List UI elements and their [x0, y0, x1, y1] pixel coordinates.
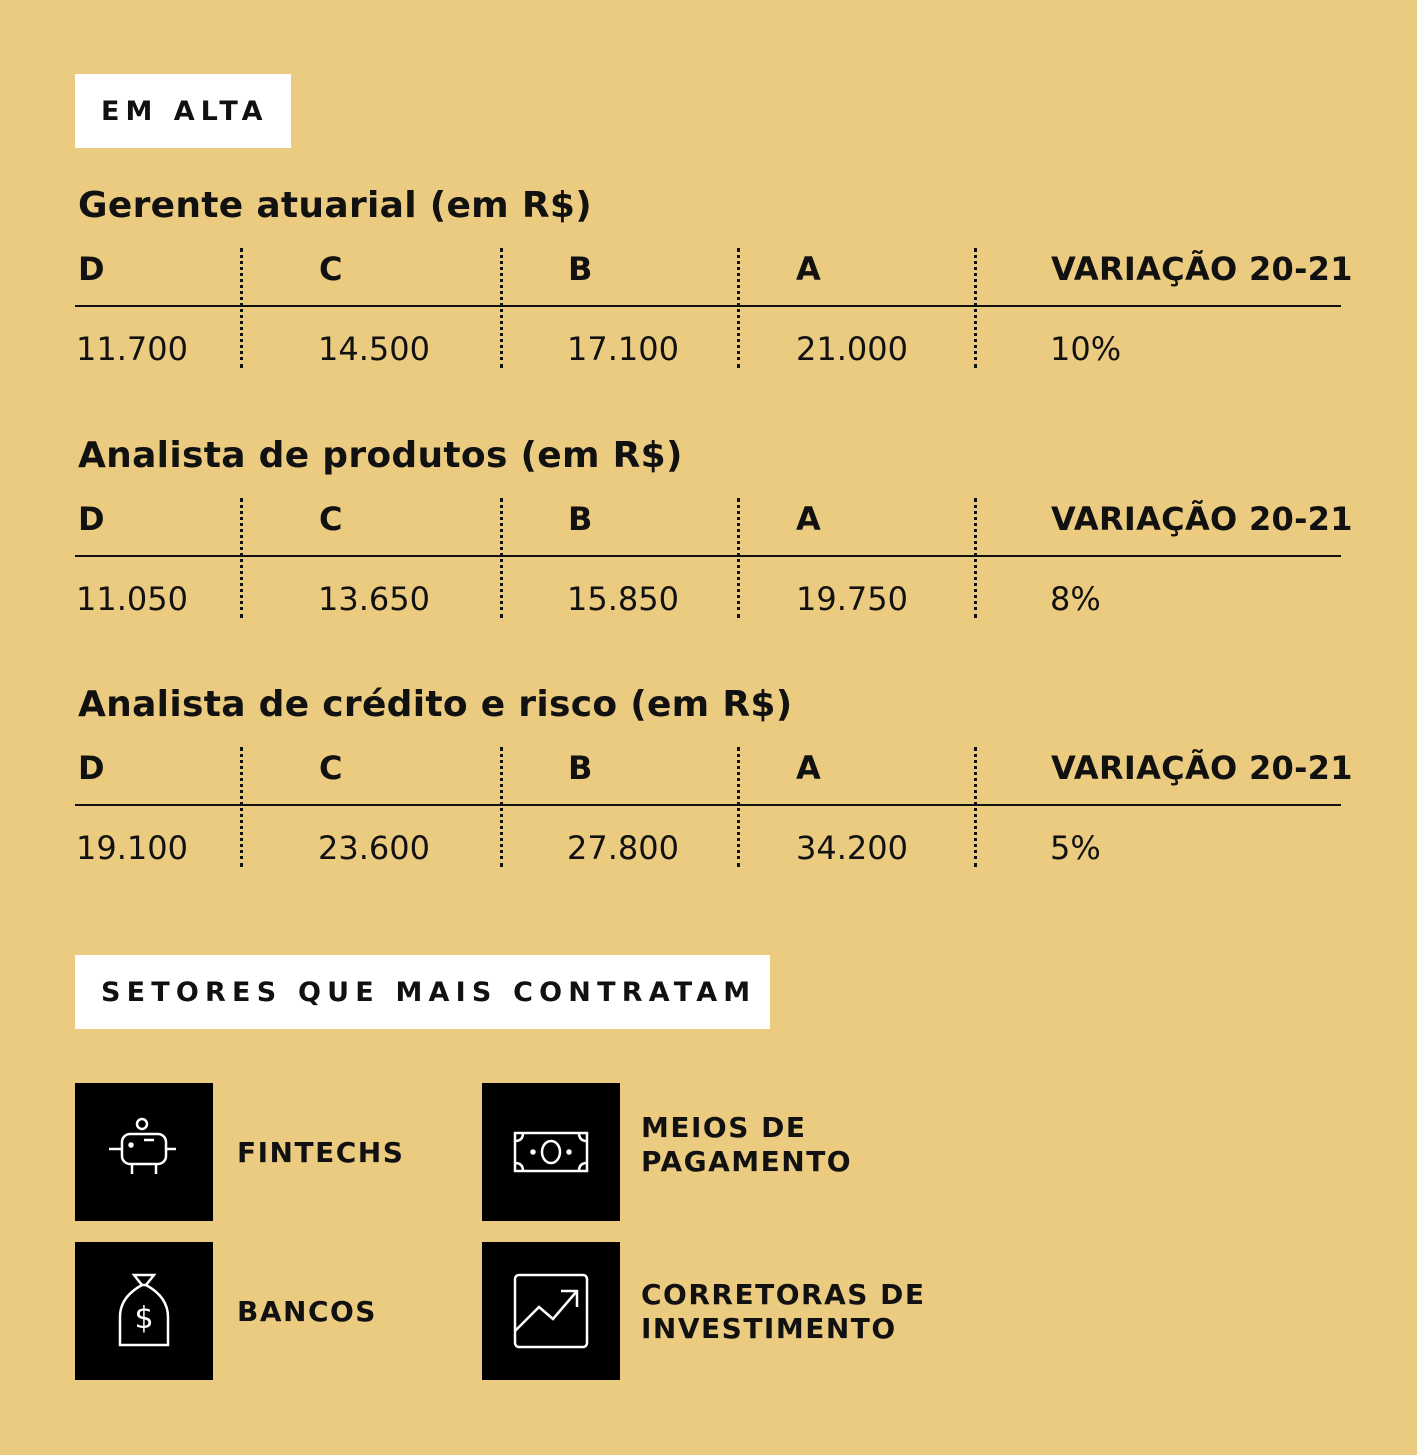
banknote-icon-box [482, 1083, 620, 1221]
header-level-a: A [796, 500, 822, 538]
header-rule [75, 305, 1341, 307]
sector-label-line: INVESTIMENTO [641, 1312, 897, 1345]
column-separator [240, 498, 243, 618]
salary-table-gerente-atuarial [75, 185, 1353, 385]
header-level-b: B [568, 500, 593, 538]
value-level-c: 14.500 [318, 330, 430, 368]
column-separator [737, 747, 740, 867]
sector-label-bancos [237, 1295, 377, 1329]
header-level-d: D [78, 250, 105, 288]
section-tag-em-alta [75, 74, 291, 148]
tag-label: EM ALTA [101, 95, 269, 127]
header-level-a: A [796, 250, 822, 288]
svg-text:$: $ [134, 1301, 154, 1336]
header-level-c: C [319, 250, 343, 288]
tag-label: SETORES QUE MAIS CONTRATAM [101, 976, 757, 1008]
column-separator [240, 248, 243, 368]
sector-label-corretoras-de-investimento [641, 1278, 926, 1346]
value-level-c: 13.650 [318, 580, 430, 618]
column-separator [500, 248, 503, 368]
sector-label-fintechs [237, 1136, 404, 1170]
section-tag-setores [75, 955, 770, 1029]
piggy-bank-icon [104, 1112, 184, 1192]
value-variation: 5% [1050, 829, 1101, 867]
sector-label-line: MEIOS DE [641, 1111, 807, 1144]
header-level-b: B [568, 250, 593, 288]
column-separator [240, 747, 243, 867]
piggy-bank-icon-box [75, 1083, 213, 1221]
value-level-c: 23.600 [318, 829, 430, 867]
sector-label-meios-de-pagamento [641, 1111, 852, 1179]
header-variation: VARIAÇÃO 20-21 [1051, 749, 1353, 787]
column-separator [500, 747, 503, 867]
trend-chart-icon-box [482, 1242, 620, 1380]
table-title: Analista de produtos (em R$) [78, 435, 683, 476]
value-variation: 10% [1050, 330, 1122, 368]
value-level-b: 15.850 [567, 580, 679, 618]
header-rule [75, 804, 1341, 806]
table-title: Analista de crédito e risco (em R$) [78, 684, 793, 725]
header-level-a: A [796, 749, 822, 787]
value-level-d: 11.050 [76, 580, 188, 618]
header-rule [75, 555, 1341, 557]
value-level-a: 34.200 [796, 829, 908, 867]
value-level-b: 17.100 [567, 330, 679, 368]
table-title: Gerente atuarial (em R$) [78, 185, 592, 226]
salary-table-analista-credito-risco [75, 684, 1353, 884]
value-level-a: 21.000 [796, 330, 908, 368]
value-level-b: 27.800 [567, 829, 679, 867]
trend-chart-icon [511, 1271, 591, 1351]
money-bag-icon [104, 1271, 184, 1351]
header-variation: VARIAÇÃO 20-21 [1051, 500, 1353, 538]
value-level-d: 11.700 [76, 330, 188, 368]
header-level-b: B [568, 749, 593, 787]
column-separator [737, 248, 740, 368]
sector-label-line: PAGAMENTO [641, 1145, 853, 1178]
value-variation: 8% [1050, 580, 1101, 618]
header-level-d: D [78, 749, 105, 787]
header-variation: VARIAÇÃO 20-21 [1051, 250, 1353, 288]
banknote-icon [511, 1112, 591, 1192]
header-level-c: C [319, 500, 343, 538]
money-bag-icon-box [75, 1242, 213, 1380]
column-separator [737, 498, 740, 618]
column-separator [974, 747, 977, 867]
header-level-d: D [78, 500, 105, 538]
header-level-c: C [319, 749, 343, 787]
value-level-d: 19.100 [76, 829, 188, 867]
sector-label-line: CORRETORAS DE [641, 1278, 926, 1311]
salary-table-analista-produtos [75, 435, 1353, 635]
sector-label-line: BANCOS [237, 1295, 377, 1328]
column-separator [974, 248, 977, 368]
sector-label-line: FINTECHS [237, 1136, 405, 1169]
column-separator [500, 498, 503, 618]
column-separator [974, 498, 977, 618]
value-level-a: 19.750 [796, 580, 908, 618]
